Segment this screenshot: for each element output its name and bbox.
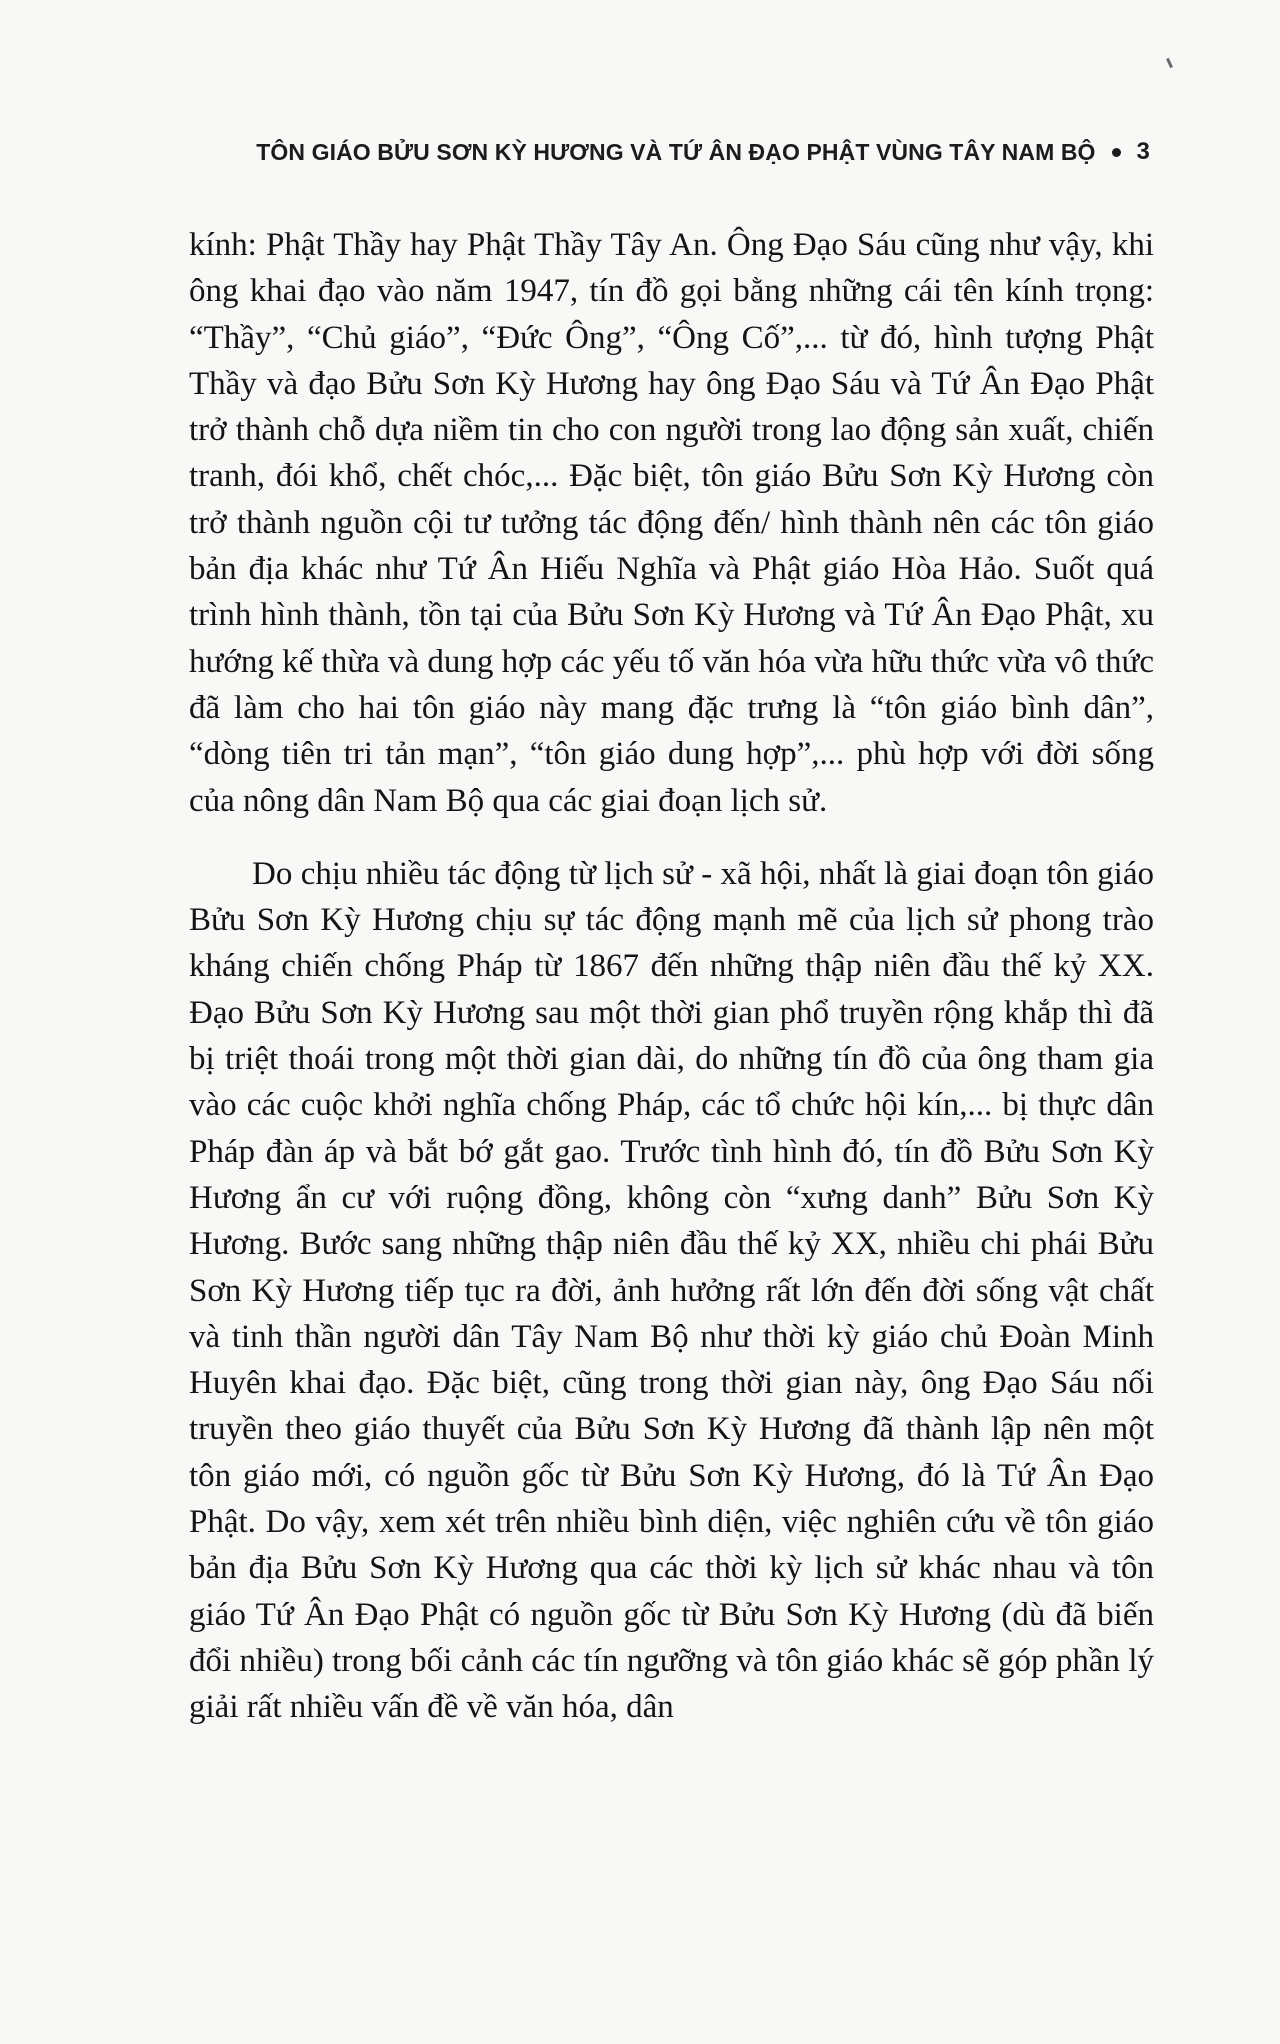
body-text: [189, 222, 1154, 1731]
paragraph-1: kính: Phật Thầy hay Phật Thầy Tây An. Ông Đạo Sáu cũng như vậy, khi ông khai đạo vào năm 1947, tín đồ gọi bằng những cái tên kính trọng: “Thầy”, “Chủ giáo”, “Đức Ông”, “Ông Cố”,... từ đó, hình tượng Phật Thầy và đạo Bửu Sơn Kỳ Hương hay ông Đạo Sáu và Tứ Ân Đạo Phật trở thành chỗ dựa niềm tin cho con người trong lao động sản xuất, chiến tranh, đói khổ, chết chóc,... Đặc biệt, tôn giáo Bửu Sơn Kỳ Hương còn trở thành nguồn cội tư tưởng tác động đến/ hình thành nên các tôn giáo bản địa khác như Tứ Ân Hiếu Nghĩa và Phật giáo Hòa Hảo. Suốt quá trình hình thành, tồn tại của Bửu Sơn Kỳ Hương và Tứ Ân Đạo Phật, xu hướng kế thừa và dung hợp các yếu tố văn hóa vừa hữu thức vừa vô thức đã làm cho hai tôn giáo này mang đặc trưng là “tôn giáo bình dân”, “dòng tiên tri tản mạn”, “tôn giáo dung hợp”,... phù hợp với đời sống của nông dân Nam Bộ qua các giai đoạn lịch sử.: [189, 227, 1154, 819]
ink-speck: [1166, 58, 1173, 68]
paragraph-2: Do chịu nhiều tác động từ lịch sử - xã hội, nhất là giai đoạn tôn giáo Bửu Sơn Kỳ Hương chịu sự tác động mạnh mẽ của lịch sử phong trào kháng chiến chống Pháp từ 1867 đến những thập niên đầu thế kỷ XX. Đạo Bửu Sơn Kỳ Hương sau một thời gian phổ truyền rộng khắp thì đã bị triệt thoái trong một thời gian dài, do những tín đồ của ông tham gia vào các cuộc khởi nghĩa chống Pháp, các tổ chức hội kín,... bị thực dân Pháp đàn áp và bắt bớ gắt gao. Trước tình hình đó, tín đồ Bửu Sơn Kỳ Hương ẩn cư với ruộng đồng, không còn “xưng danh” Bửu Sơn Kỳ Hương. Bước sang những thập niên đầu thế kỷ XX, nhiều chi phái Bửu Sơn Kỳ Hương tiếp tục ra đời, ảnh hưởng rất lớn đến đời sống vật chất và tinh thần người dân Tây Nam Bộ như thời kỳ giáo chủ Đoàn Minh Huyên khai đạo. Đặc biệt, cũng trong thời gian này, ông Đạo Sáu nối truyền theo giáo thuyết của Bửu Sơn Kỳ Hương đã thành lập nên một tôn giáo mới, có nguồn gốc từ Bửu Sơn Kỳ Hương, đó là Tứ Ân Đạo Phật. Do vậy, xem xét trên nhiều bình diện, việc nghiên cứu về tôn giáo bản địa Bửu Sơn Kỳ Hương qua các thời kỳ lịch sử khác nhau và tôn giáo Tứ Ân Đạo Phật có nguồn gốc từ Bửu Sơn Kỳ Hương (dù đã biến đổi nhiều) trong bối cảnh các tín ngưỡng và tôn giáo khác sẽ góp phần lý giải rất nhiều vấn đề về văn hóa, dân: [189, 855, 1154, 1726]
bullet-separator-icon: [1112, 148, 1121, 157]
running-header-title: TÔN GIÁO BỬU SƠN KỲ HƯƠNG VÀ TỨ ÂN ĐẠO PHẬT VÙNG TÂY NAM BỘ: [256, 138, 1096, 165]
page-number: 3: [1136, 138, 1150, 165]
running-header: [212, 134, 1150, 170]
